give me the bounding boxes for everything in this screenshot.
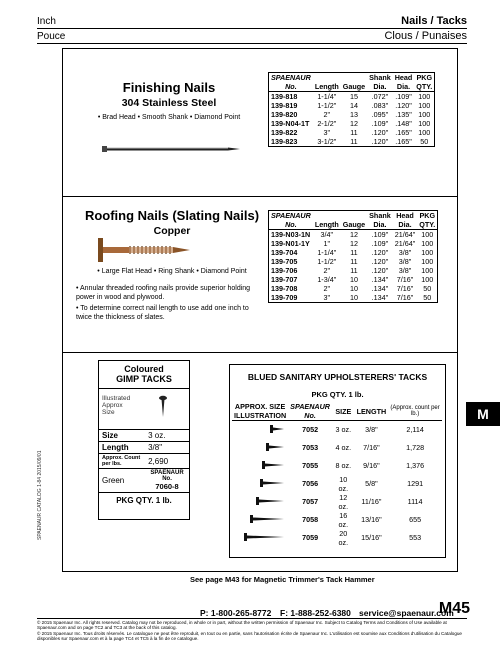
table-cell: 139-709 (271, 293, 298, 302)
table-row (269, 137, 435, 147)
table-cell: 11 (350, 248, 358, 257)
blued-title: BLUED SANITARY UPHOLSTERERS' TACKS (247, 372, 428, 382)
roofing-note-1: • Annular threaded roofing nails provide superior holding power in wood and plywood. (76, 285, 251, 301)
tack-illustration (232, 475, 288, 493)
col-header: Shank Dia. (369, 211, 391, 229)
table-row (232, 421, 442, 439)
table-cell: 139-N03-1N (271, 230, 311, 239)
footer-email[interactable]: service@spaenaur.com (359, 608, 454, 618)
table-cell: 50 (420, 137, 429, 146)
table-cell: 1-1/4" (317, 248, 337, 257)
roofing-title: Roofing Nails (Slating Nails) (84, 208, 260, 223)
gimp-tacks-box (98, 360, 190, 520)
table-cell: 1-3/4" (317, 275, 337, 284)
col-header: Length (313, 73, 341, 92)
finishing-nails-section (84, 80, 254, 121)
roofing-features: • Large Flat Head • Ring Shank • Diamond Point (97, 268, 247, 275)
table-cell: 139-819 (271, 101, 298, 110)
blued-pkg: PKG QTY. 1 lb. (311, 390, 364, 399)
table-cell: 21/64" (394, 239, 416, 248)
header-divider (37, 28, 467, 29)
table-cell: 139-818 (271, 92, 298, 101)
table-row (232, 493, 442, 511)
page-number: M45 (438, 600, 470, 617)
table-cell: 3" (323, 293, 331, 302)
tack-illustration (232, 457, 288, 475)
tack-illustration (232, 529, 288, 547)
header-divider-2 (37, 43, 467, 44)
table-cell: 139-707 (271, 275, 298, 284)
table-cell: 1-1/2" (317, 257, 337, 266)
table-cell: .134" (371, 275, 389, 284)
table-cell: 13/16" (361, 515, 382, 524)
tack-icon (236, 424, 286, 434)
col-header: SPAENAUR No. (269, 73, 313, 92)
table-cell: 1-1/4" (317, 92, 337, 101)
gimp-spec-table (99, 429, 189, 492)
table-cell: 2-1/2" (317, 119, 337, 128)
section-divider (63, 352, 457, 353)
table-cell: 100 (421, 239, 434, 248)
tack-icon (236, 532, 286, 542)
table-row (232, 457, 442, 475)
table-cell: 100 (418, 119, 431, 128)
table-cell: 8 oz. (335, 461, 352, 470)
table-cell: 1,376 (406, 461, 425, 470)
table-cell: 7059 (302, 533, 319, 542)
header-pouce: Pouce (37, 31, 66, 42)
col-header: (Approx. count per lb.) (388, 402, 442, 421)
col-header: Gauge (341, 73, 367, 92)
footer-phone: P: 1-800-265-8772 (200, 608, 272, 618)
table-row (232, 475, 442, 493)
table-cell: 16 oz. (338, 510, 349, 529)
table-cell: 7/16" (363, 443, 380, 452)
table-cell: 139-N04-1T (271, 119, 310, 128)
table-cell: 7055 (302, 461, 319, 470)
header-title: Nails / Tacks (401, 15, 467, 27)
table-cell: .109" (371, 239, 389, 248)
table-cell: 100 (418, 92, 431, 101)
finishing-subtitle: 304 Stainless Steel (121, 97, 217, 109)
table-cell: 1-1/2" (317, 101, 337, 110)
gimp-size-label: Size (99, 430, 145, 442)
gimp-illustrated-label: Illustrated Approx Size (102, 395, 131, 416)
finishing-nail-illustration (100, 142, 242, 156)
col-header: Length (313, 211, 341, 230)
table-row (269, 275, 438, 284)
table-cell: 11 (350, 128, 358, 137)
table-cell: 2,114 (406, 425, 424, 435)
table-row (269, 248, 438, 257)
gimp-no-label: SPAENAUR No. (150, 470, 184, 482)
table-cell: .109" (395, 92, 412, 101)
tack-illustration (232, 493, 288, 511)
table-cell: .165" (395, 128, 412, 137)
side-catalog-text: SPAENAUR CATALOG 1-84 2015/09/01 (37, 450, 43, 540)
table-cell: 21/64" (394, 230, 416, 239)
col-header: Head Dia. (394, 73, 413, 91)
col-header: Head Dia. (393, 211, 418, 230)
col-header (288, 402, 332, 421)
gimp-size-value: 3 oz. (145, 430, 189, 442)
table-cell: 3" (323, 128, 331, 137)
col-header: LENGTH (355, 402, 389, 421)
table-cell: 7056 (302, 479, 319, 488)
table-cell: 7057 (302, 497, 319, 506)
table-cell: 11/16" (361, 497, 382, 506)
tack-illustration (232, 439, 288, 457)
section-divider (63, 196, 457, 197)
table-cell: 3 oz. (335, 425, 352, 435)
header-inch: Inch (37, 16, 56, 27)
table-cell: 1291 (407, 479, 424, 488)
table-cell: 655 (409, 515, 422, 524)
table-cell: 5/8" (365, 479, 378, 488)
col-header: Shank Dia. (369, 73, 391, 91)
table-row (269, 293, 438, 303)
gimp-length-value: 3/8" (145, 442, 189, 454)
roofing-spec-table (268, 210, 438, 303)
table-cell: 100 (421, 257, 434, 266)
section-tab-m: M (466, 402, 500, 426)
col-header: APPROX. SIZE ILLUSTRATION (234, 402, 287, 420)
table-cell: 100 (421, 266, 434, 275)
table-cell: .120" (371, 257, 389, 266)
tack-icon (236, 496, 286, 506)
table-row (269, 284, 438, 293)
table-cell: 1" (323, 239, 331, 248)
table-cell: .120" (371, 248, 389, 257)
tack-illustration (232, 421, 288, 439)
table-row (269, 257, 438, 266)
table-cell: 100 (418, 110, 431, 119)
table-cell: 139-820 (271, 110, 298, 119)
table-cell: .072" (371, 92, 389, 101)
table-cell: 139-704 (271, 248, 298, 257)
table-cell: 2" (323, 110, 331, 119)
table-cell: 3/8" (398, 257, 412, 266)
table-cell: 14 (349, 101, 358, 110)
table-cell: 139-705 (271, 257, 298, 266)
table-cell: 2" (323, 284, 331, 293)
table-cell: 20 oz. (338, 528, 349, 547)
col-header-no: SPAENAUR No. (290, 402, 330, 420)
gimp-count-label: Approx. Count per lbs. (99, 454, 145, 469)
tack-icon (236, 442, 286, 452)
table-cell: .083" (371, 101, 389, 110)
tack-icon (236, 478, 286, 488)
gimp-length-label: Length (99, 442, 145, 454)
finishing-features: • Brad Head • Smooth Shank • Diamond Point (97, 114, 241, 121)
table-cell: .120" (371, 128, 389, 137)
roofing-nail-illustration (96, 238, 196, 262)
footer-divider (37, 618, 467, 619)
table-row (269, 239, 438, 248)
table-cell: 11 (350, 266, 358, 275)
table-cell: .148" (395, 119, 412, 128)
table-cell: 7052 (302, 425, 319, 435)
roofing-nails-section (72, 208, 272, 237)
table-row (269, 92, 435, 102)
table-row (232, 439, 442, 457)
table-cell: 3/8" (365, 425, 378, 435)
table-cell: 139-N01-1Y (271, 239, 310, 248)
table-cell: 3/8" (398, 266, 412, 275)
table-cell: 3/4" (320, 230, 334, 239)
table-cell: 12 (349, 239, 358, 248)
tack-icon (236, 514, 286, 524)
footer-legal-fr: © 2015 Spaenaur Inc. Tous droits réservés. Le catalogue ne peut être reproduit, en tout ou en partie, sans l'autorisation écrite de Spaenaur Inc. L'utilisation est soumise aux Conditions d'utilisation du Catalogue disponibles sur Spaenaur.com et à la page TC4 et TC5 à la fin de ce catalogue. (37, 631, 462, 642)
table-cell: 100 (418, 101, 431, 110)
table-cell: .120" (395, 101, 412, 110)
gimp-no-value: 7060-8 (155, 482, 179, 491)
tack-icon (236, 460, 286, 470)
table-cell: .095" (371, 110, 389, 119)
table-cell: .134" (371, 293, 389, 302)
table-cell: 4 oz. (335, 443, 352, 452)
col-header: SIZE (332, 402, 355, 421)
table-cell: 12 oz. (338, 492, 349, 511)
table-cell: 2" (323, 266, 331, 275)
table-cell: 100 (421, 248, 434, 257)
table-cell: 10 (349, 293, 358, 302)
tack-illustration (232, 511, 288, 529)
table-cell: .134" (371, 284, 389, 293)
table-row (269, 119, 435, 128)
table-cell: 1,728 (406, 443, 425, 452)
footer-fax: F: 1-888-252-6380 (280, 608, 351, 618)
gimp-title-2: GIMP TACKS (99, 374, 189, 389)
table-cell: 139-822 (271, 128, 298, 137)
table-cell: 50 (423, 284, 432, 293)
table-cell: 7053 (302, 443, 319, 452)
table-cell: 9/16" (363, 461, 380, 470)
see-page-note: See page M43 for Magnetic Trimmer's Tack Hammer (190, 575, 375, 584)
table-row (269, 128, 435, 137)
header-title-fr: Clous / Punaises (384, 30, 467, 42)
table-cell: 100 (421, 230, 434, 239)
table-row (232, 529, 442, 547)
table-row (269, 266, 438, 275)
table-cell: 7058 (302, 515, 319, 524)
table-cell: 7/16" (396, 284, 414, 293)
table-cell: 7/16" (396, 293, 414, 302)
table-cell: 7/16" (396, 275, 414, 284)
roofing-subtitle: Copper (153, 225, 191, 237)
table-cell: 13 (349, 110, 358, 119)
roofing-note-2: • To determine correct nail length to use add one inch to twice the thickness of slates. (76, 305, 249, 321)
finishing-title: Finishing Nails (122, 80, 216, 95)
table-cell: 10 oz. (338, 474, 349, 493)
table-cell: .165" (395, 137, 412, 146)
table-cell: .135" (395, 110, 412, 119)
gimp-title-1: Coloured (124, 364, 164, 374)
table-cell: 3-1/2" (317, 137, 337, 146)
table-cell: 3/8" (398, 248, 412, 257)
table-cell: 15/16" (361, 533, 382, 542)
gimp-pkg: PKG QTY. 1 lb. (99, 492, 189, 508)
gimp-tack-icon (157, 395, 169, 419)
table-cell: 10 (349, 284, 358, 293)
table-cell: 139-823 (271, 137, 298, 146)
table-row (269, 101, 435, 110)
table-cell: 50 (423, 293, 432, 302)
table-row (269, 230, 438, 240)
gimp-colour: Green (99, 469, 145, 493)
col-header: PKG QTY. (417, 211, 437, 230)
table-cell: 1114 (407, 497, 423, 506)
col-header: PKG QTY. (414, 73, 434, 92)
table-cell: 11 (350, 137, 358, 146)
table-cell: .120" (371, 137, 389, 146)
table-cell: 10 (349, 275, 358, 284)
table-cell: .120" (371, 266, 389, 275)
table-cell: 12 (349, 230, 358, 239)
table-cell: .109" (371, 230, 389, 239)
table-cell: 12 (349, 119, 358, 128)
table-row (269, 110, 435, 119)
col-header: Gauge (341, 211, 367, 230)
table-cell: 100 (418, 128, 431, 137)
table-cell: 15 (349, 92, 358, 101)
table-cell: 553 (409, 533, 422, 542)
gimp-count-value: 2,690 (145, 454, 189, 469)
table-cell: 11 (350, 257, 358, 266)
table-row (232, 511, 442, 529)
col-header: SPAENAUR No. (269, 211, 313, 230)
table-cell: .109" (371, 119, 389, 128)
table-cell: 100 (421, 275, 434, 284)
table-cell: 139-708 (271, 284, 298, 293)
blued-spec-table (232, 402, 442, 547)
finishing-spec-table (268, 72, 435, 147)
table-cell: 139-706 (271, 266, 298, 275)
footer-legal-en: © 2015 Spaenaur Inc. All rights reserved. Catalog may not be reproduced, in whole or in part, without the written permission of Spaenaur Inc. Subject to Catalog Terms and Conditions of Use available at Spaenaur.com and on page TC2 and TC3 at the back of this catalog. (37, 620, 447, 631)
